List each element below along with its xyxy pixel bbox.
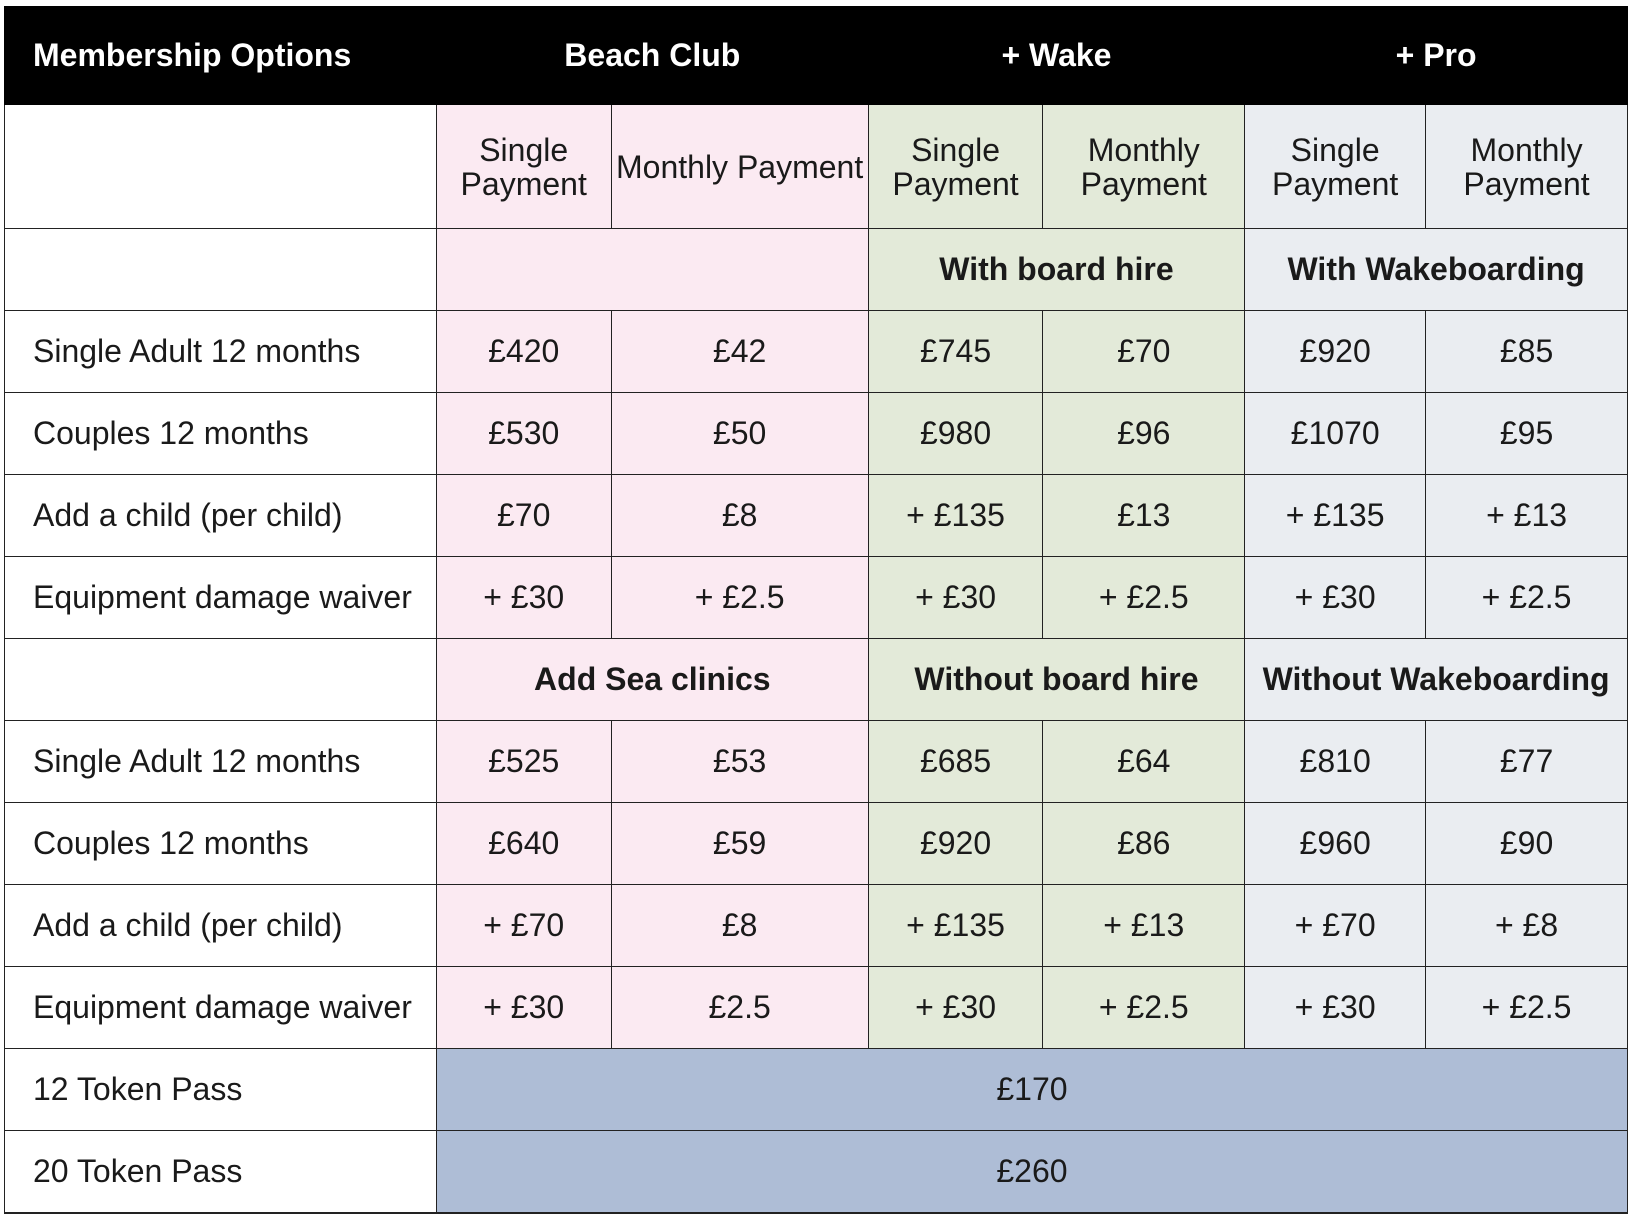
token-label: 20 Token Pass [5, 1131, 437, 1213]
token-price: £170 [436, 1049, 1627, 1131]
section-label-pro: With Wakeboarding [1245, 229, 1628, 311]
table-header-row [5, 7, 1628, 105]
row-label: Equipment damage waiver [5, 967, 437, 1049]
token-price: £260 [436, 1131, 1627, 1213]
price-cell: £920 [1245, 311, 1426, 393]
token-row [5, 1049, 1628, 1131]
table-row [5, 803, 1628, 885]
table-row [5, 393, 1628, 475]
price-cell: + £70 [1245, 885, 1426, 967]
price-cell: + £135 [868, 475, 1043, 557]
price-cell: + £2.5 [1426, 557, 1628, 639]
price-cell: £8 [611, 475, 868, 557]
row-label: Add a child (per child) [5, 475, 437, 557]
price-cell: £50 [611, 393, 868, 475]
price-cell: + £8 [1426, 885, 1628, 967]
price-cell: £96 [1043, 393, 1245, 475]
empty-cell [5, 639, 437, 721]
price-cell: £2.5 [611, 967, 868, 1049]
price-cell: + £135 [1245, 475, 1426, 557]
price-cell: £70 [1043, 311, 1245, 393]
row-label: Single Adult 12 months [5, 311, 437, 393]
price-cell: £640 [436, 803, 611, 885]
payment-type-cell: Single Payment [868, 105, 1043, 229]
price-cell: £1070 [1245, 393, 1426, 475]
price-cell: £70 [436, 475, 611, 557]
price-cell: £90 [1426, 803, 1628, 885]
price-cell: £95 [1426, 393, 1628, 475]
price-cell: + £30 [436, 557, 611, 639]
price-cell: + £2.5 [1043, 967, 1245, 1049]
price-cell: £77 [1426, 721, 1628, 803]
price-cell: + £2.5 [1426, 967, 1628, 1049]
price-cell: £745 [868, 311, 1043, 393]
price-cell: + £30 [868, 557, 1043, 639]
payment-type-cell: Single Payment [436, 105, 611, 229]
section-label-beach [436, 229, 868, 311]
row-label: Couples 12 months [5, 393, 437, 475]
table-row [5, 721, 1628, 803]
price-cell: £685 [868, 721, 1043, 803]
section-label-wake: Without board hire [868, 639, 1244, 721]
price-cell: + £2.5 [611, 557, 868, 639]
table-row [5, 311, 1628, 393]
group-header-beach-club: Beach Club [436, 7, 868, 105]
price-cell: £59 [611, 803, 868, 885]
row-label: Add a child (per child) [5, 885, 437, 967]
price-cell: £530 [436, 393, 611, 475]
price-cell: + £135 [868, 885, 1043, 967]
payment-type-cell: Monthly Payment [611, 105, 868, 229]
section-label-beach: Add Sea clinics [436, 639, 868, 721]
table-row [5, 475, 1628, 557]
price-cell: £8 [611, 885, 868, 967]
payment-type-cell: Monthly Payment [1426, 105, 1628, 229]
price-cell: + £30 [436, 967, 611, 1049]
price-cell: £53 [611, 721, 868, 803]
price-cell: + £13 [1426, 475, 1628, 557]
section-label-wake: With board hire [868, 229, 1244, 311]
table-row [5, 967, 1628, 1049]
group-header-pro: + Pro [1245, 7, 1628, 105]
price-cell: £810 [1245, 721, 1426, 803]
section-header-row [5, 639, 1628, 721]
price-cell: £980 [868, 393, 1043, 475]
row-label: Equipment damage waiver [5, 557, 437, 639]
price-cell: £64 [1043, 721, 1245, 803]
price-cell: + £30 [1245, 557, 1426, 639]
membership-table-container [4, 6, 1628, 1214]
payment-type-cell: Monthly Payment [1043, 105, 1245, 229]
token-row [5, 1131, 1628, 1213]
row-label: Single Adult 12 months [5, 721, 437, 803]
price-cell: + £70 [436, 885, 611, 967]
price-cell: £920 [868, 803, 1043, 885]
price-cell: + £2.5 [1043, 557, 1245, 639]
section-label-pro: Without Wakeboarding [1245, 639, 1628, 721]
empty-cell [5, 105, 437, 229]
table-title: Membership Options [5, 7, 437, 105]
membership-options-table [4, 6, 1628, 1214]
payment-type-row [5, 105, 1628, 229]
group-header-wake: + Wake [868, 7, 1244, 105]
price-cell: £42 [611, 311, 868, 393]
section-header-row [5, 229, 1628, 311]
price-cell: £420 [436, 311, 611, 393]
price-cell: £13 [1043, 475, 1245, 557]
row-label: Couples 12 months [5, 803, 437, 885]
price-cell: £85 [1426, 311, 1628, 393]
empty-cell [5, 229, 437, 311]
price-cell: + £30 [1245, 967, 1426, 1049]
table-row [5, 885, 1628, 967]
payment-type-cell: Single Payment [1245, 105, 1426, 229]
price-cell: + £13 [1043, 885, 1245, 967]
table-row [5, 557, 1628, 639]
price-cell: £525 [436, 721, 611, 803]
price-cell: + £30 [868, 967, 1043, 1049]
price-cell: £86 [1043, 803, 1245, 885]
token-label: 12 Token Pass [5, 1049, 437, 1131]
price-cell: £960 [1245, 803, 1426, 885]
